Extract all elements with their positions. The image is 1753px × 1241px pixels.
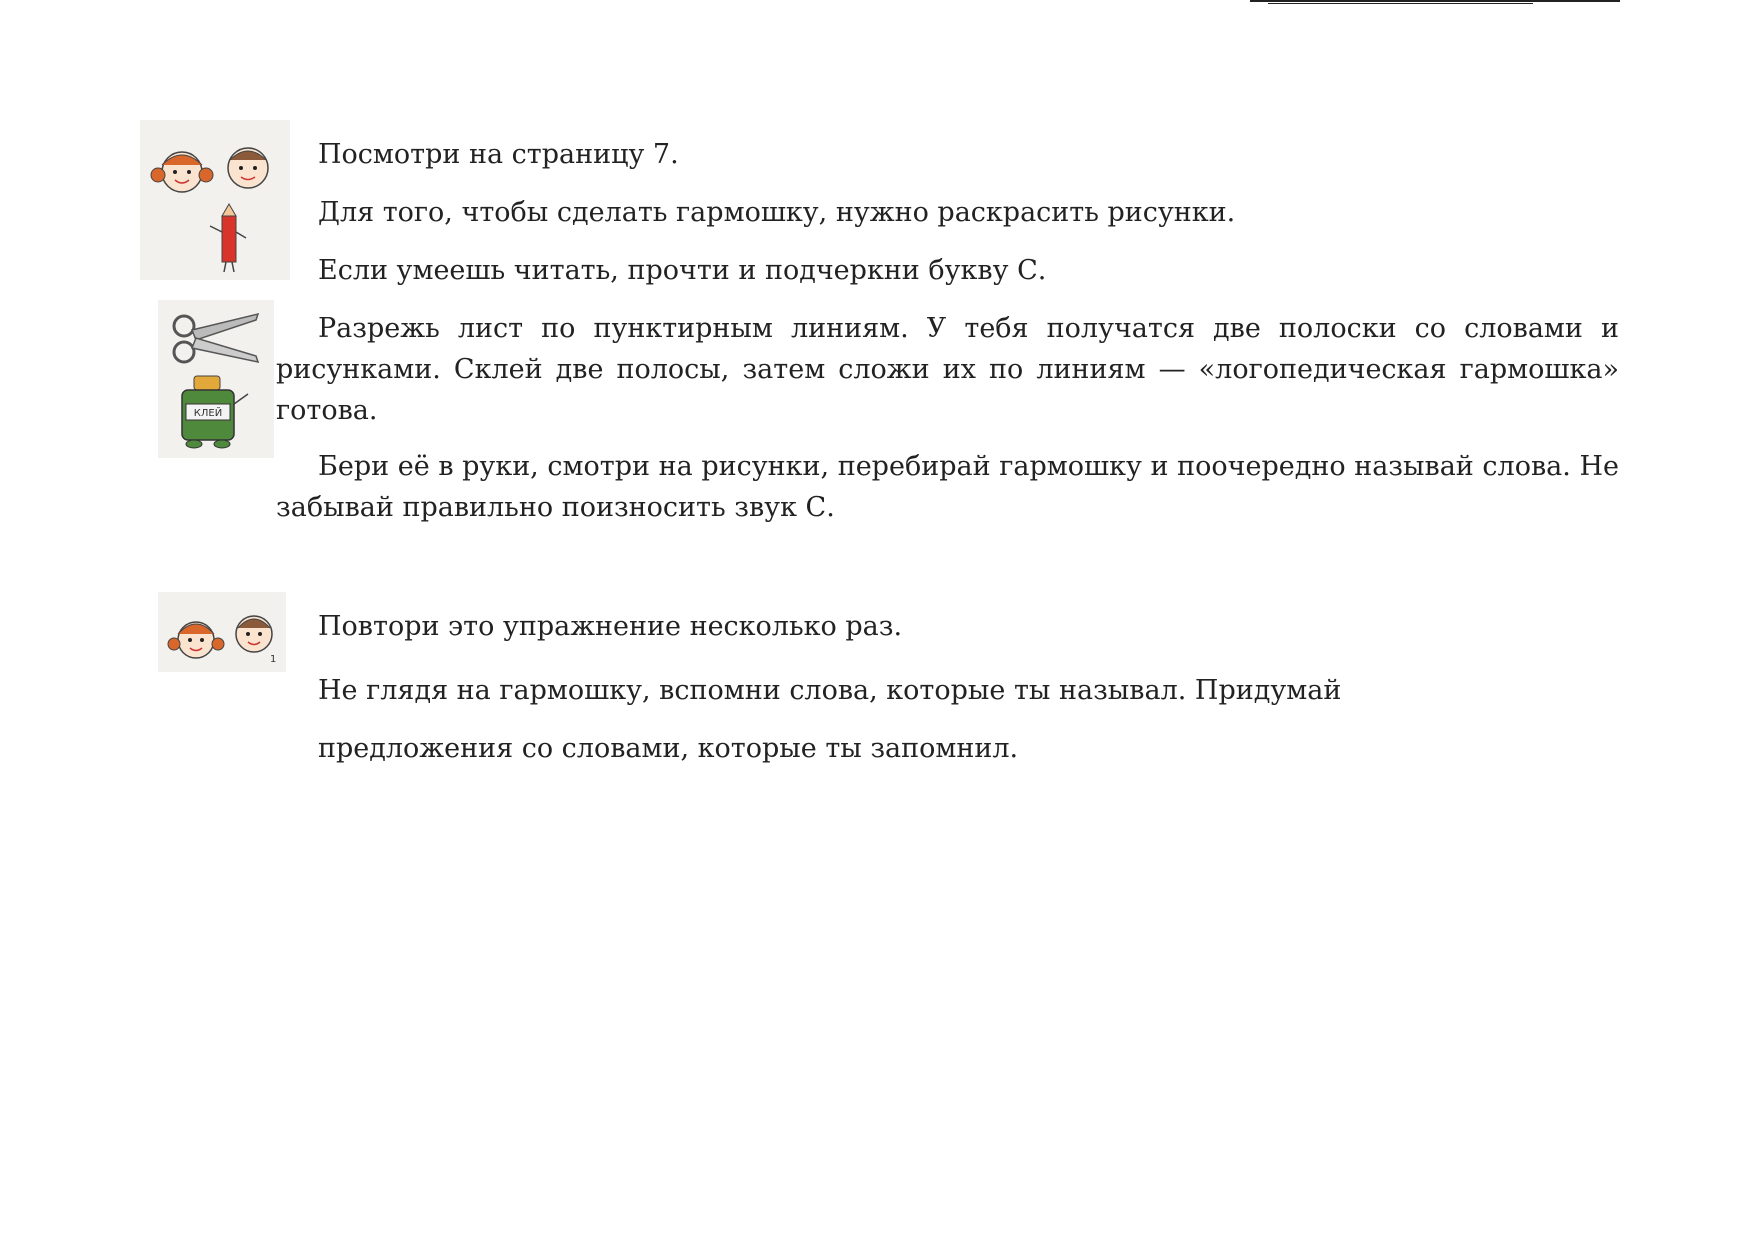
scissors-glue-illustration: [158, 300, 274, 458]
girl-face-icon: [151, 152, 213, 192]
girl-face-icon: [168, 622, 224, 658]
instruction-paragraph-use: Бери её в руки, смотри на рисунки, перебирай гармошку и поочередно называй слова. Не забывай правильно поизносить звук С.: [276, 451, 1619, 523]
repeat-instruction-line-2: Не глядя на гармошку, вспомни слова, которые ты называл. Придумай: [318, 675, 1342, 706]
glue-bottle-icon: [182, 376, 248, 448]
boy-face-icon: [228, 148, 268, 188]
kids-illustration: [158, 592, 286, 672]
instruction-line-2: Для того, чтобы сделать гармошку, нужно раскрасить рисунки.: [318, 197, 1236, 228]
instruction-line-1: Посмотри на страницу 7.: [318, 139, 679, 170]
boy-face-icon: [236, 616, 272, 652]
svg-text:КЛЕЙ: КЛЕЙ: [193, 408, 223, 419]
instruction-paragraph-cut: Разрежь лист по пунктирным линиям. У тебя получатся две полоски со словами и рисунками. Склей две полосы, затем сложи их по линиям — «логопедическая гармошка» готова.: [276, 313, 1619, 426]
kids-pencil-illustration: [140, 120, 290, 280]
repeat-instruction-line-1: Повтори это упражнение несколько раз.: [318, 611, 903, 642]
header-rule-inner: [1268, 3, 1533, 4]
scissors-icon: [174, 314, 258, 362]
repeat-instruction-line-3: предложения со словами, которые ты запомнил.: [318, 733, 1019, 764]
svg-text:1: 1: [270, 654, 277, 665]
instruction-line-3: Если умеешь читать, прочти и подчеркни букву С.: [318, 255, 1047, 286]
pencil-icon: [210, 204, 246, 272]
header-rule: [1250, 0, 1620, 2]
